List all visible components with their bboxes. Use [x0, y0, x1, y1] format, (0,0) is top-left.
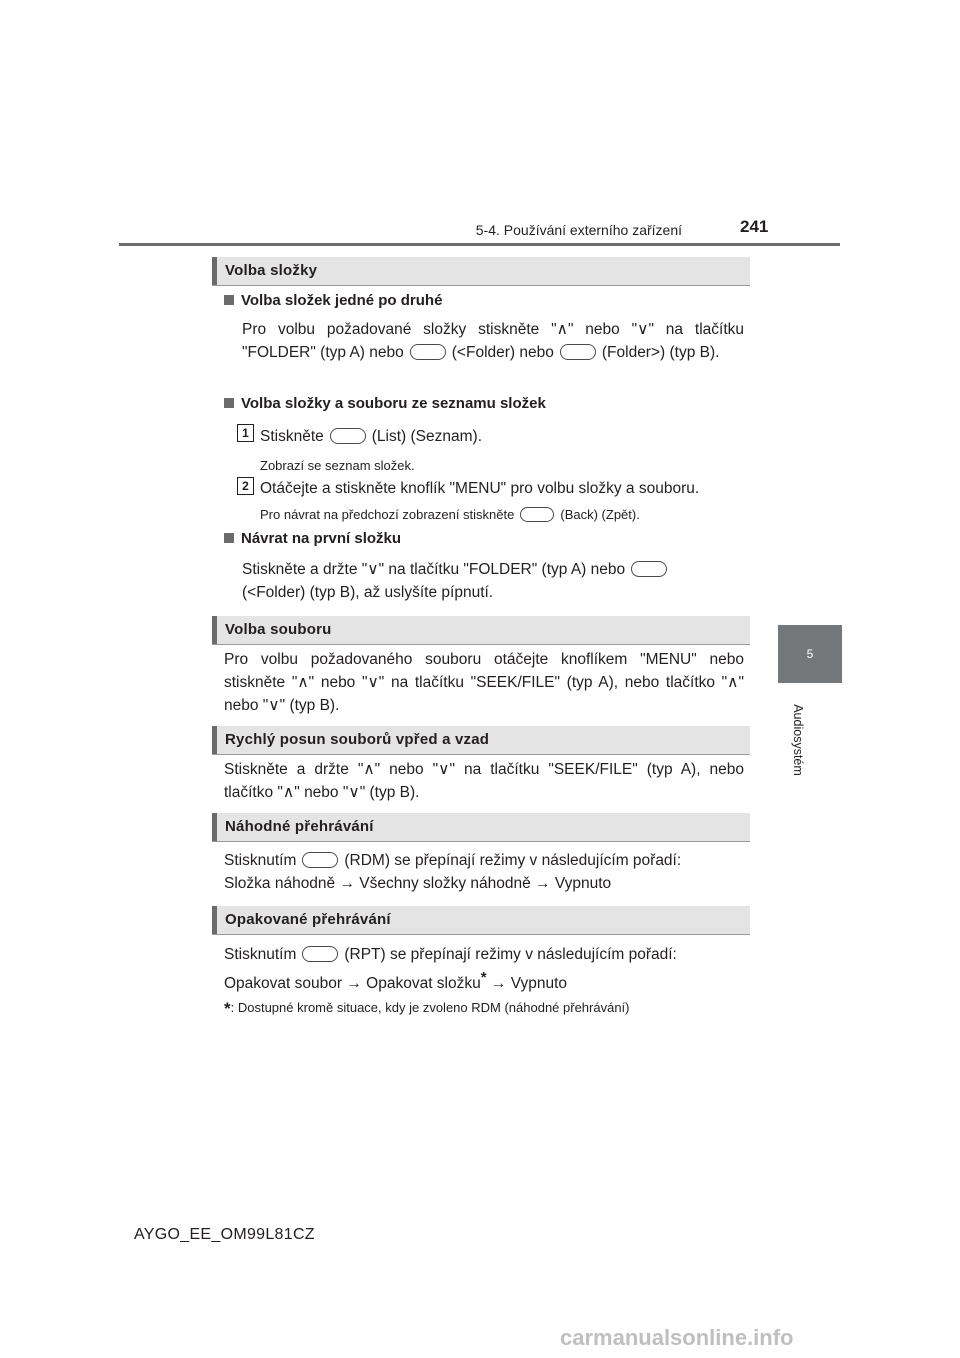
text: (RPT) se přepínají režimy v následujícím pořadí: — [344, 946, 677, 963]
paragraph-file: Pro volbu požadovaného souboru otáčejte knoflíkem "MENU" nebo stiskněte "∧" nebo "∨" na tlačítku "SEEK/FILE" (typ A), nebo tlačítko "∧" nebo "∨" (typ B). — [224, 651, 744, 714]
chapter-label-text: Audiosystém — [791, 704, 805, 776]
section-title: Rychlý posun souborů vpřed a vzad — [225, 731, 490, 748]
square-bullet-icon — [224, 398, 234, 408]
text: Stiskněte a držte "∨" na tlačítku "FOLDER" (typ A) nebo — [242, 561, 626, 578]
text: (RDM) se přepínají režimy v následujícím pořadí: — [344, 852, 682, 869]
step-number-2: 2 — [237, 477, 254, 495]
subheading-text: Volba složek jedné po druhé — [241, 292, 443, 309]
paragraph-fast-forward: Stiskněte a držte "∧" nebo "∨" na tlačítku "SEEK/FILE" (typ A), nebo tlačítko "∧" nebo "∨" (typ B). — [224, 761, 744, 801]
section-title: Volba souboru — [225, 621, 332, 638]
footnote-text: : Dostupné kromě situace, kdy je zvoleno RDM (náhodné přehrávání) — [230, 1000, 630, 1015]
section-header-folder — [212, 257, 750, 286]
step-2-note — [260, 507, 640, 522]
rpt-button-icon — [302, 946, 338, 962]
paragraph-random — [224, 849, 744, 895]
chapter-label — [790, 690, 806, 790]
text: Pro volbu požadované složky stiskněte "∧" nebo "∨" na tlačítku "FOLDER" (typ A) nebo — [242, 321, 744, 361]
section-title: Náhodné přehrávání — [225, 818, 374, 835]
chapter-number: 5 — [806, 647, 814, 661]
paragraph-folder-one-by-one — [242, 318, 744, 364]
subheading-first-folder — [224, 530, 401, 547]
subheading-text: Návrat na první složku — [241, 530, 402, 547]
square-bullet-icon — [224, 533, 234, 543]
section-title: Volba složky — [225, 262, 318, 279]
text: Pro návrat na předchozí zobrazení stiskněte — [260, 507, 515, 522]
text: Stisknutím — [224, 852, 297, 869]
step-number-1: 1 — [237, 424, 254, 442]
folder-prev-button-icon — [410, 344, 446, 360]
text: Stisknutím — [224, 946, 297, 963]
text: (Folder>) (typ B). — [601, 344, 720, 361]
paragraph-first-folder — [242, 558, 744, 604]
list-button-icon — [330, 428, 366, 444]
repeat-sequence: Opakovat soubor → Opakovat složku — [224, 975, 481, 993]
text: (List) (Seznam). — [371, 428, 483, 445]
repeat-sequence-end: → Vypnuto — [486, 975, 568, 993]
header-rule — [119, 243, 840, 246]
text: (<Folder) nebo — [451, 344, 554, 361]
text: Stiskněte — [260, 428, 324, 445]
subheading-text: Volba složky a souboru ze seznamu složek — [241, 395, 546, 412]
rdm-button-icon — [302, 852, 338, 868]
step-1-text — [260, 428, 482, 446]
step-2-text: Otáčejte a stiskněte knoflík "MENU" pro volbu složky a souboru. — [260, 480, 700, 497]
folder-prev-button-icon — [631, 561, 667, 577]
watermark: carmanualsonline.info — [560, 1325, 794, 1350]
text: (<Folder) (typ B), až uslyšíte pípnutí. — [242, 584, 494, 601]
section-header-file — [212, 616, 750, 645]
section-header-fast-forward — [212, 726, 750, 755]
section-header-random — [212, 813, 750, 842]
step-1-note: Zobrazí se seznam složek. — [260, 458, 415, 473]
section-title: Opakované přehrávání — [225, 911, 391, 928]
folder-next-button-icon — [560, 344, 596, 360]
paragraph-repeat — [224, 943, 744, 995]
square-bullet-icon — [224, 295, 234, 305]
page-number: 241 — [740, 217, 769, 236]
subheading-folder-list — [224, 395, 546, 412]
back-button-icon — [520, 507, 554, 522]
header-section-title: 5-4. Používání externího zařízení — [475, 222, 682, 238]
footnote — [224, 999, 630, 1019]
footnote-star: * — [224, 999, 231, 1018]
section-header-repeat — [212, 906, 750, 935]
document-code: AYGO_EE_OM99L81CZ — [134, 1226, 315, 1243]
subheading-folder-one-by-one — [224, 292, 442, 309]
random-sequence: Složka náhodně → Všechny složky náhodně → Vypnuto — [224, 875, 612, 892]
chapter-tab — [778, 625, 842, 683]
text: (Back) (Zpět). — [560, 507, 640, 522]
footnote-marker: * — [480, 969, 487, 986]
